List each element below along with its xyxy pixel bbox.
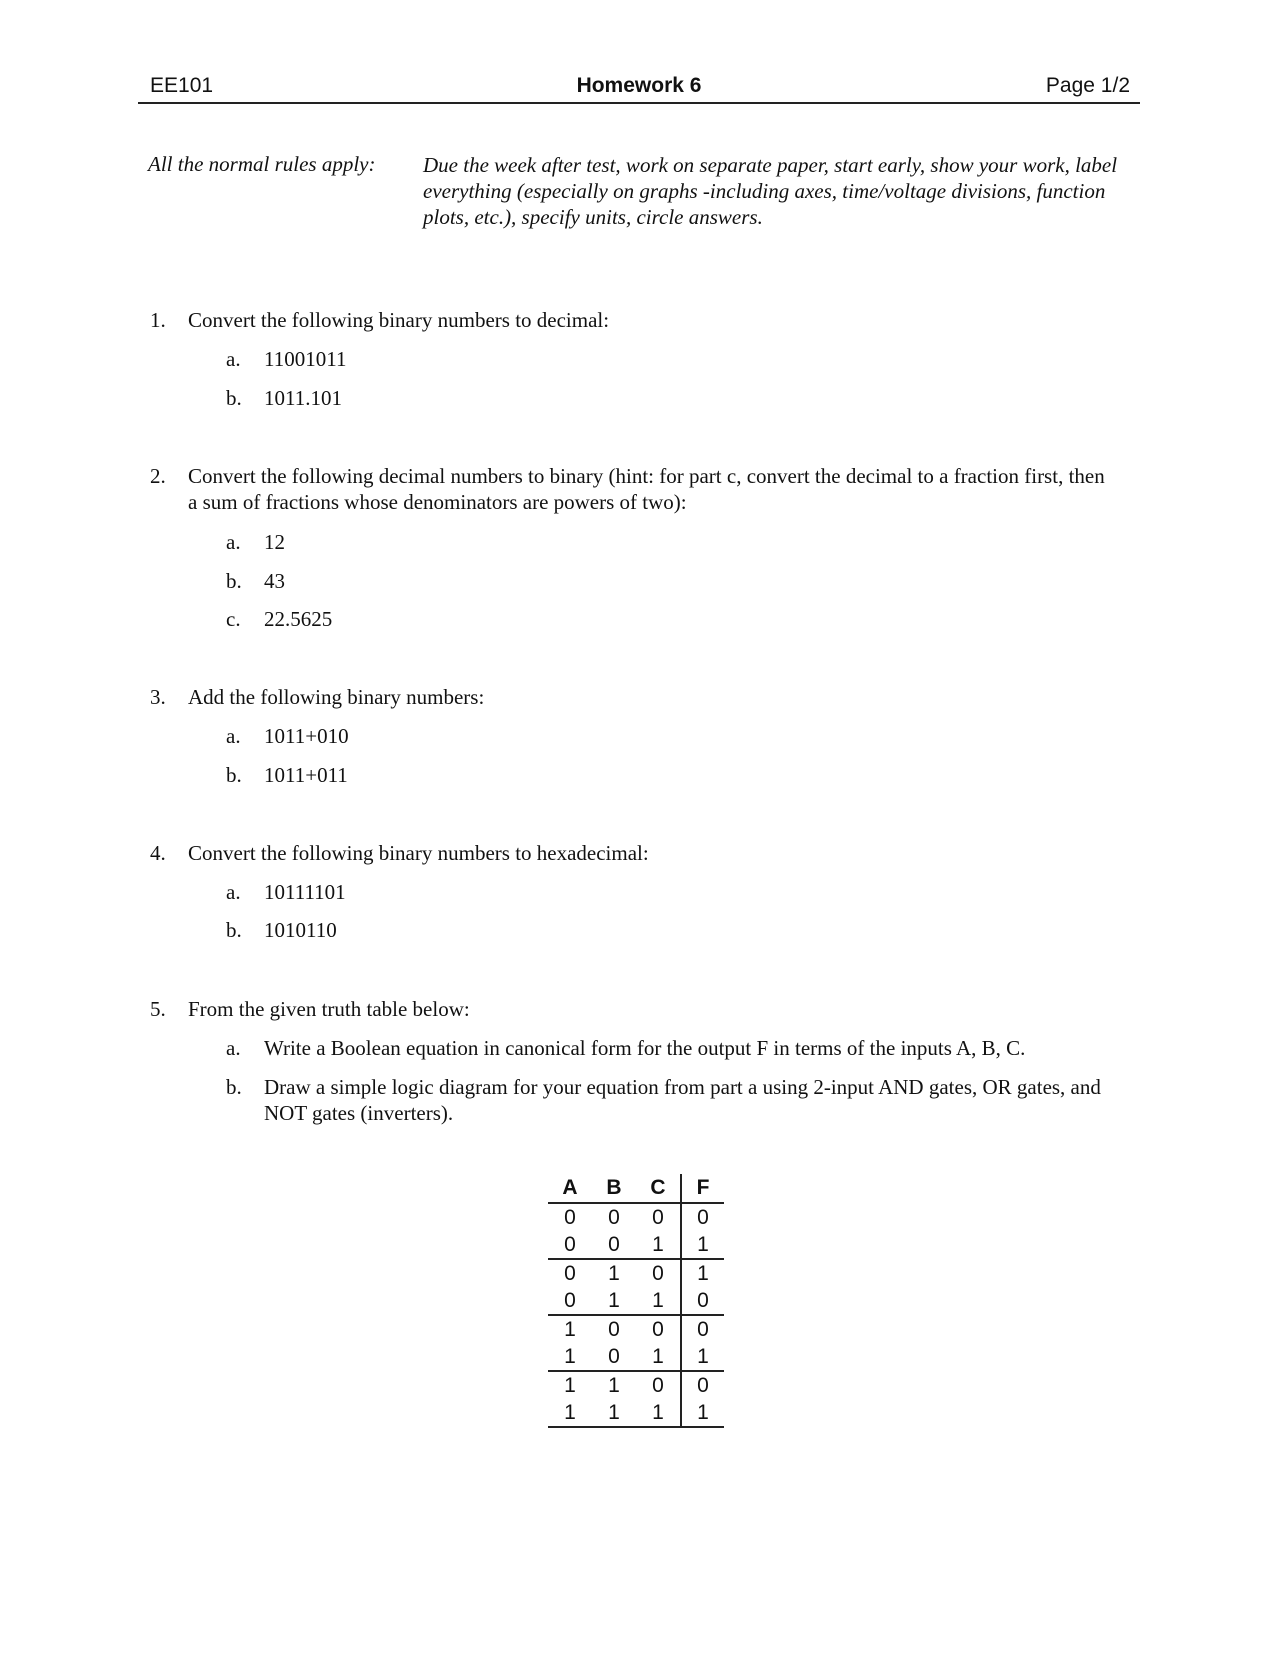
part-letter: b. (226, 1075, 242, 1099)
table-row (548, 1231, 724, 1259)
cell-a: 1 (548, 1399, 592, 1427)
cell-f: 0 (681, 1315, 724, 1343)
cell-b: 0 (608, 1317, 620, 1341)
question-text: From the given truth table below: (188, 997, 470, 1021)
cell-c: 1 (636, 1287, 681, 1315)
cell-b: 1 (608, 1261, 620, 1285)
part-letter: c. (226, 607, 241, 631)
cell-f: 0 (681, 1287, 724, 1315)
cell-f: 1 (681, 1343, 724, 1371)
cell-b: 1 (592, 1399, 636, 1427)
header-c: C (636, 1174, 681, 1203)
truth-table-header (548, 1174, 724, 1203)
question-text: Convert the following binary numbers to hexadecimal: (188, 841, 649, 865)
cell-a: 0 (548, 1231, 592, 1259)
part-letter: b. (226, 569, 242, 593)
part-text: 1011+011 (264, 763, 348, 787)
part-text: 1011.101 (264, 386, 342, 410)
question-number: 2. (150, 464, 166, 488)
part-text: 1010110 (264, 918, 337, 942)
cell-f: 1 (681, 1259, 724, 1287)
part-text: Write a Boolean equation in canonical form for the output F in terms of the inputs A, B, C. (264, 1036, 1026, 1060)
part-letter: b. (226, 918, 242, 942)
question-number: 3. (150, 685, 166, 709)
cell-a: 1 (548, 1343, 592, 1371)
table-row (548, 1203, 724, 1231)
cell-b: 1 (608, 1373, 620, 1397)
part-letter: a. (226, 1036, 241, 1060)
question-text: Add the following binary numbers: (188, 685, 485, 709)
table-row (548, 1315, 724, 1343)
table-row (548, 1287, 724, 1315)
part-text: 1011+010 (264, 724, 349, 748)
part-letter: b. (226, 763, 242, 787)
question-text: Convert the following binary numbers to decimal: (188, 308, 610, 332)
page-header (138, 74, 1140, 104)
truth-table (548, 1174, 724, 1428)
header-f: F (681, 1174, 724, 1203)
table-row (548, 1259, 724, 1287)
header-a: A (548, 1174, 592, 1203)
part-letter: b. (226, 386, 242, 410)
cell-a: 0 (564, 1261, 576, 1285)
cell-b: 0 (608, 1205, 620, 1229)
cell-f: 0 (681, 1371, 724, 1399)
question-text: Convert the following decimal numbers to binary (hint: for part c, convert the decimal to a fraction first, then a sum of fractions whose denominators are powers of two): (188, 464, 1105, 514)
cell-c: 1 (636, 1343, 681, 1371)
cell-a: 0 (564, 1205, 576, 1229)
rules-label: All the normal rules apply: (148, 152, 376, 176)
part-text: 11001011 (264, 347, 347, 371)
cell-c: 1 (636, 1231, 681, 1259)
cell-c: 0 (652, 1261, 664, 1285)
cell-b: 0 (592, 1343, 636, 1371)
course-code: EE101 (150, 74, 214, 97)
part-letter: a. (226, 530, 241, 554)
cell-a: 1 (564, 1317, 576, 1341)
question-number: 5. (150, 997, 166, 1021)
part-letter: a. (226, 724, 241, 748)
cell-c: 1 (636, 1399, 681, 1427)
cell-c: 0 (652, 1317, 664, 1341)
cell-b: 1 (592, 1287, 636, 1315)
page-title: Homework 6 (576, 74, 702, 97)
part-text: 12 (264, 530, 285, 554)
cell-f: 0 (681, 1203, 724, 1231)
cell-c: 0 (652, 1373, 664, 1397)
rules-text: Due the week after test, work on separate paper, start early, show your work, label everything (especially on graphs -including axes, time/voltage divisions, function plots, etc.), specify units, circle answers. (423, 153, 1118, 229)
cell-b: 0 (592, 1231, 636, 1259)
question-number: 1. (150, 308, 166, 332)
part-text: Draw a simple logic diagram for your equation from part a using 2-input AND gates, OR gates, and NOT gates (inverters). (264, 1075, 1101, 1125)
cell-c: 0 (652, 1205, 664, 1229)
cell-a: 1 (564, 1373, 576, 1397)
part-text: 43 (264, 569, 285, 593)
table-row (548, 1371, 724, 1399)
part-text: 10111101 (264, 880, 346, 904)
table-row (548, 1343, 724, 1371)
table-row (548, 1399, 724, 1427)
cell-f: 1 (681, 1399, 724, 1427)
cell-f: 1 (681, 1231, 724, 1259)
cell-a: 0 (548, 1287, 592, 1315)
page-number: Page 1/2 (1045, 74, 1130, 97)
part-text: 22.5625 (264, 607, 333, 631)
part-letter: a. (226, 880, 241, 904)
part-letter: a. (226, 347, 241, 371)
question-number: 4. (150, 841, 166, 865)
header-b: B (592, 1174, 636, 1203)
